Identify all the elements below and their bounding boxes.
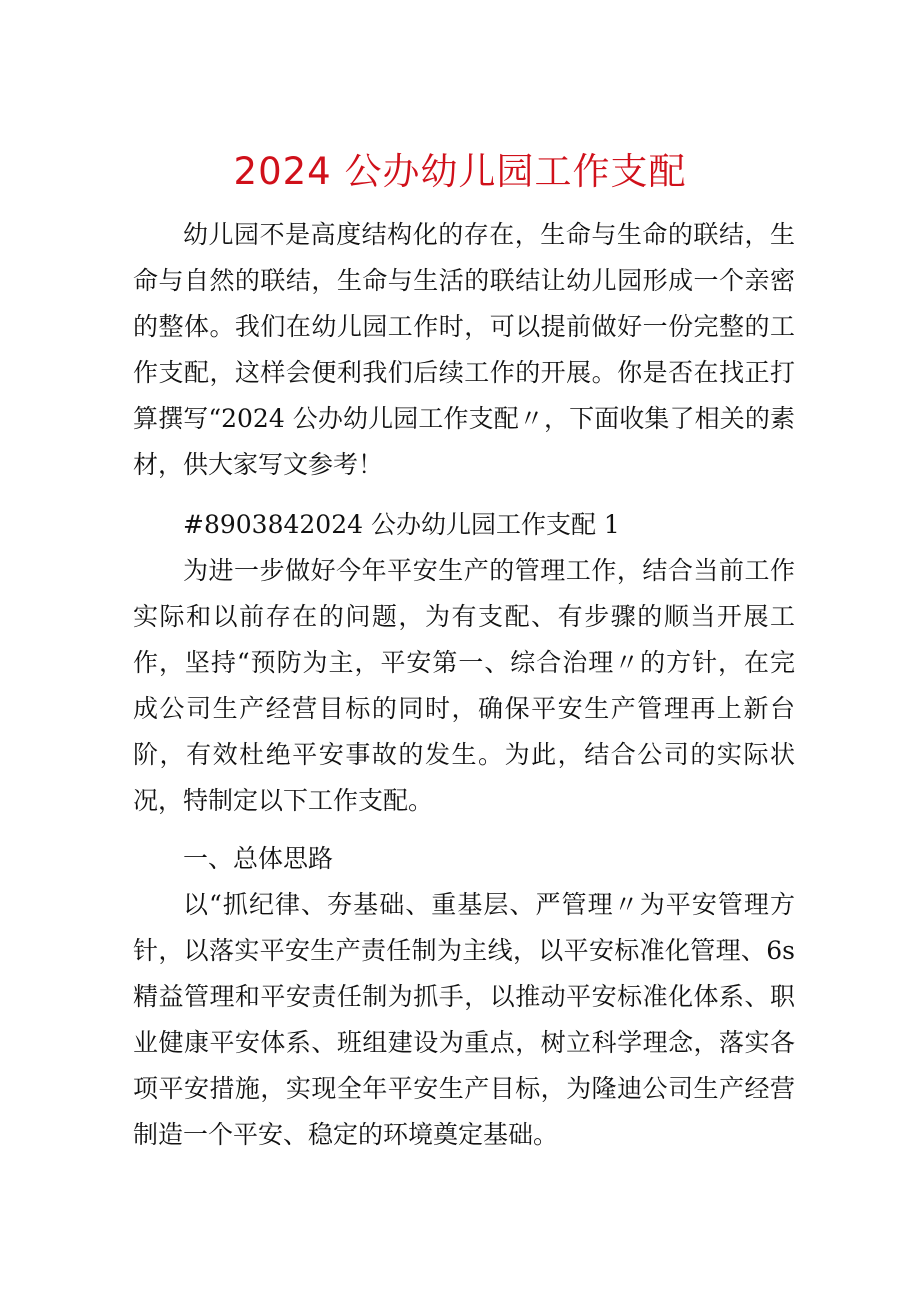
body-paragraph-1: 为进一步做好今年平安生产的管理工作，结合当前工作实际和以前存在的问题，为有支配、有步骤的顺当开展工作，坚持“预防为主，平安第一、综合治理〃的方针，在完成公司生产经营目标的同时，确保平安生产管理再上新台阶，有效杜绝平安事故的发生。为此，结合公司的实际状况，特制定以下工作支配。	[133, 556, 795, 815]
body-paragraph-2: 以“抓纪律、夯基础、重基层、严管理〃为平安管理方针，以落实平安生产责任制为主线，以平安标准化管理、6s 精益管理和平安责任制为抓手，以推动平安标准化体系、职业健康平安体系、班组建设为重点，树立科学理念，落实各项平安措施，实现全年平安生产目标，为隆迪公司生产经营制造一个平安、稳定的环境奠定基础。	[133, 890, 795, 1149]
document-title: 2024 公办幼儿园工作支配	[233, 150, 687, 193]
section-heading: #8903842024 公办幼儿园工作支配 1	[183, 510, 620, 539]
subheading-overall-approach: 一、总体思路	[183, 844, 334, 873]
intro-paragraph: 幼儿园不是高度结构化的存在，生命与生命的联结，生命与自然的联结，生命与生活的联结让幼儿园形成一个亲密的整体。我们在幼儿园工作时，可以提前做好一份完整的工作支配，这样会便利我们后续工作的开展。你是否在找正打算撰写“2024 公办幼儿园工作支配〃，下面收集了相关的素材，供大家写文参考！	[133, 220, 795, 479]
